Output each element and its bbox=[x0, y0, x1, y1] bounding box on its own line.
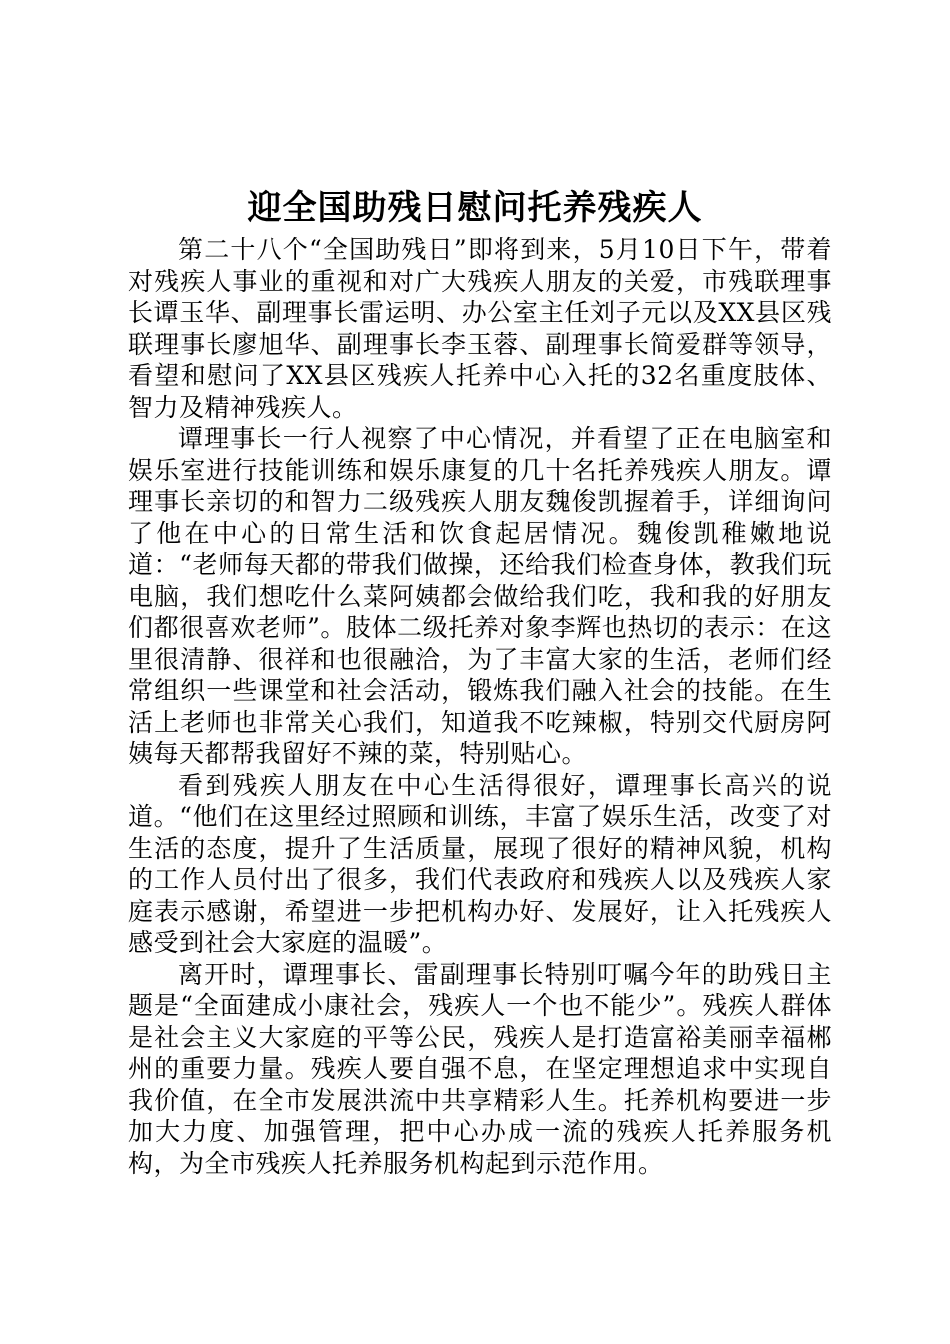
paragraph: 谭理事长一行人视察了中心情况，并看望了正在电脑室和娱乐室进行技能训练和娱乐康复的几十名托养残疾人朋友。谭理事长亲切的和智力二级残疾人朋友魏俊凯握着手，详细询问了他在中心的日常生活和饮食起居情况。魏俊凯稚嫩地说道：“老师每天都的带我们做操，还给我们检查身体，教我们玩电脑，我们想吃什么菜阿姨都会做给我们吃，我和我的好朋友们都很喜欢老师”。肢体二级托养对象李辉也热切的表示：在这里很清静、很祥和也很融洽，为了丰富大家的生活，老师们经常组织一些课堂和社会活动，锻炼我们融入社会的技能。在生活上老师也非常关心我们，知道我不吃辣椒，特别交代厨房阿姨每天都帮我留好不辣的菜，特别贴心。 bbox=[128, 424, 832, 768]
document-body bbox=[128, 234, 832, 1179]
document-title: 迎全国助残日慰问托养残疾人 bbox=[247, 188, 703, 228]
paragraph: 离开时，谭理事长、雷副理事长特别叮嘱今年的助残日主题是“全面建成小康社会，残疾人一个也不能少”。残疾人群体是社会主义大家庭的平等公民，残疾人是打造富裕美丽幸福郴州的重要力量。残疾人要自强不息，在坚定理想追求中实现自我价值，在全市发展洪流中共享精彩人生。托养机构要进一步加大力度、加强管理，把中心办成一流的残疾人托养服务机构，为全市残疾人托养服务机构起到示范作用。 bbox=[128, 959, 832, 1178]
paragraph: 第二十八个“全国助残日”即将到来，5月10日下午，带着对残疾人事业的重视和对广大残疾人朋友的关爱，市残联理事长谭玉华、副理事长雷运明、办公室主任刘子元以及XX县区残联理事长廖旭华、副理事长李玉蓉、副理事长简爱群等领导，看望和慰问了XX县区残疾人托养中心入托的32名重度肢体、智力及精神残疾人。 bbox=[128, 235, 832, 422]
paragraph: 看到残疾人朋友在中心生活得很好，谭理事长高兴的说道。“他们在这里经过照顾和训练，丰富了娱乐生活，改变了对生活的态度，提升了生活质量，展现了很好的精神风貌，机构的工作人员付出了很多，我们代表政府和残疾人以及残疾人家庭表示感谢，希望进一步把机构办好、发展好，让入托残疾人感受到社会大家庭的温暖”。 bbox=[128, 770, 832, 957]
